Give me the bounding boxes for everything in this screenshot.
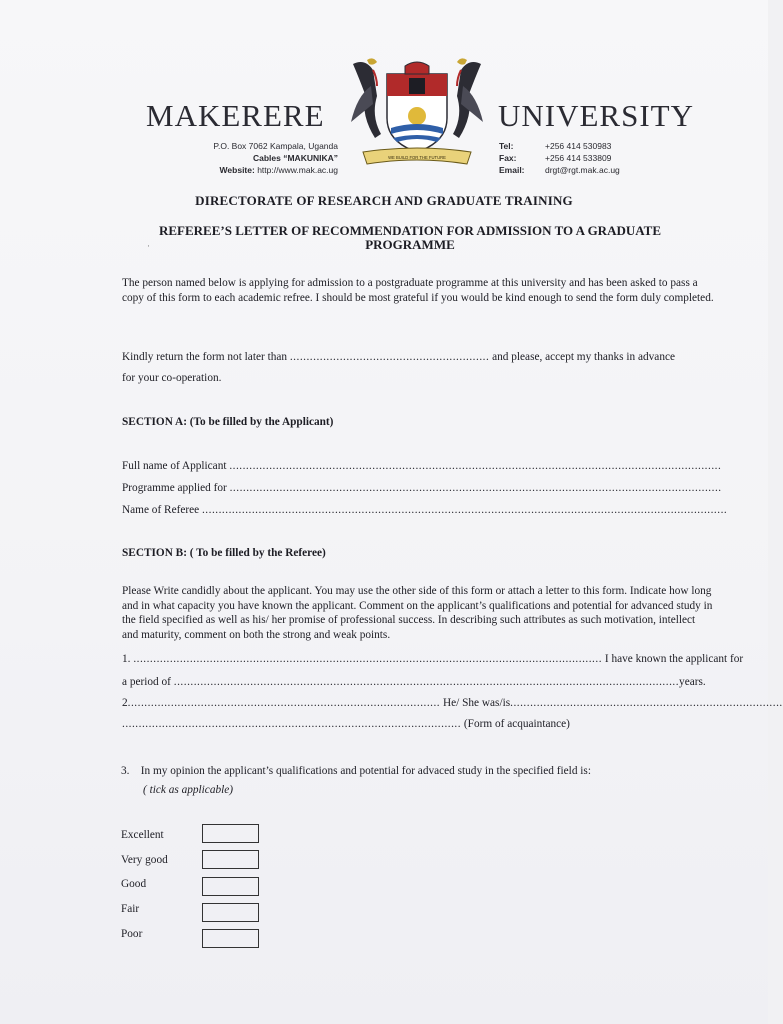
period-field[interactable]: ........................................................................................................................................................: [173, 676, 680, 688]
q1-line2: a period of ........................................................................................................................................................years.: [122, 676, 706, 688]
q2-line2: ...................................................................................................... (Form of acquaintance): [122, 718, 570, 730]
contact-tel: Tel: +256 414 530983: [499, 141, 612, 151]
capacity-field[interactable]: ..................................................................................: [510, 697, 783, 709]
programme-row: Programme applied for ....................................................................................................................................................: [122, 482, 722, 494]
tick-hint: ( tick as applicable): [143, 784, 234, 796]
checkbox-fair[interactable]: [202, 903, 259, 922]
referee-name-field[interactable]: ..............................................................................................................................................................: [201, 504, 728, 516]
rating-label-excellent: Excellent: [121, 829, 164, 841]
return-line-cont: for your co-operation.: [122, 372, 222, 384]
intro-paragraph: The person named below is applying for admission to a postgraduate programme at this university and has been asked to pass a copy of this form to each academic refree. I should be most grateful if you would be kind enough to send the form duly completed.: [122, 277, 714, 304]
rating-label-very-good: Very good: [121, 854, 168, 866]
contact-email: Email: drgt@rgt.mak.ac.ug: [499, 165, 620, 175]
svg-text:WE BUILD FOR THE FUTURE: WE BUILD FOR THE FUTURE: [388, 155, 446, 160]
section-b-heading: SECTION B: ( To be filled by the Referee): [122, 547, 326, 559]
q2-field[interactable]: ..............................................................................................: [127, 697, 441, 709]
section-b-instructions: Please Write candidly about the applicant. You may use the other side of this form or attach a letter to this form. Indicate how long and in what capacity you have known the applicant. Comment on the applicant’s qualifications and potential for advanced study in the field specified as well as his/ her promise of professional success. In describing such attributes as such motivation, intellect and maturity, comment on both the strong and weak points.: [122, 585, 713, 641]
q1-line1: 1. ............................................................................................................................................. I have known the applicant for: [122, 653, 744, 665]
referee-name-row: Name of Referee ..............................................................................................................................................................: [122, 504, 728, 516]
checkbox-excellent[interactable]: [202, 824, 259, 843]
university-name-right: UNIVERSITY: [498, 98, 694, 133]
form-title: REFEREE’S LETTER OF RECOMMENDATION FOR ADMISSION TO A GRADUATE PROGRAMME: [158, 223, 662, 252]
checkbox-good[interactable]: [202, 877, 259, 896]
programme-field[interactable]: ....................................................................................................................................................: [229, 482, 722, 494]
applicant-name-row: Full name of Applicant ....................................................................................................................................................: [122, 460, 722, 472]
applicant-name-field[interactable]: ....................................................................................................................................................: [229, 460, 722, 472]
contact-details: [499, 140, 659, 176]
rating-label-good: Good: [121, 878, 147, 890]
postal-address: P.O. Box 7062 Kampala, Uganda Cables “MAKUNIKA” Website: http://www.mak.ac.ug: [213, 141, 338, 175]
section-a-heading: SECTION A: (To be filled by the Applicant): [122, 416, 334, 428]
contact-fax: Fax: +256 414 533809: [499, 153, 612, 163]
return-date-field[interactable]: ............................................................: [289, 351, 490, 363]
university-name-left: MAKERERE: [146, 98, 325, 133]
directorate-heading: DIRECTORATE OF RESEARCH AND GRADUATE TRAINING: [195, 193, 573, 208]
q3-question: 3. In my opinion the applicant’s qualifications and potential for advaced study in the specified field is:: [121, 765, 591, 777]
rating-label-poor: Poor: [121, 928, 143, 940]
stray-mark: ·: [147, 241, 150, 251]
acquaintance-field[interactable]: ......................................................................................................: [122, 718, 462, 730]
checkbox-very-good[interactable]: [202, 850, 259, 869]
rating-label-fair: Fair: [121, 903, 140, 915]
university-crest-icon: [343, 56, 491, 168]
q1-field[interactable]: .............................................................................................................................................: [133, 653, 603, 665]
q2-line1: 2.............................................................................................. He/ She was/is..................................................................................: [122, 697, 783, 709]
return-date-line: Kindly return the form not later than ............................................................ and please, accept my thanks in advance: [122, 351, 675, 363]
checkbox-poor[interactable]: [202, 929, 259, 948]
